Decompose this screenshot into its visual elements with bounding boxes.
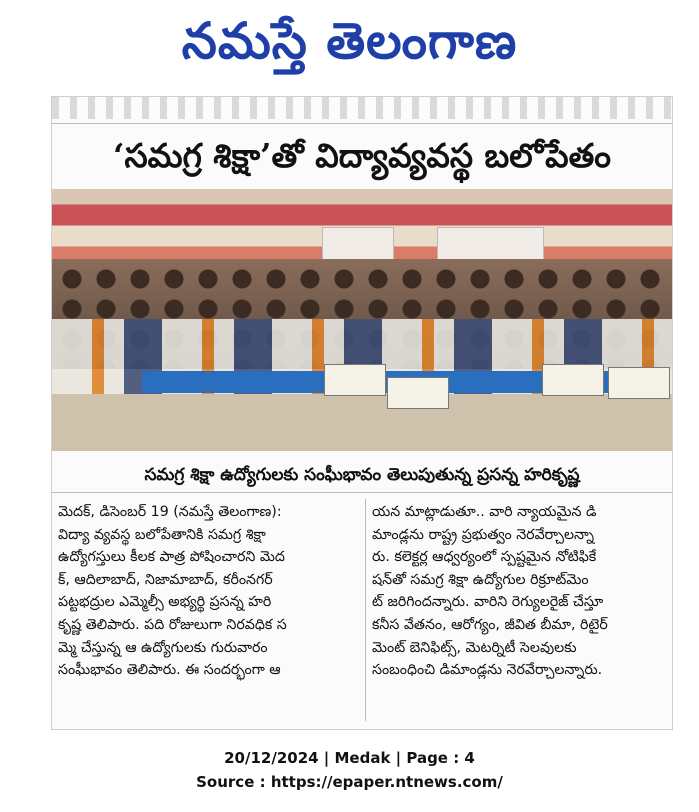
body-line: సంఘీభావం తెలిపారు. ఈ సందర్భంగా ఆ xyxy=(58,662,281,679)
masthead-logo: నమస్తే తెలంగాణ xyxy=(181,11,518,70)
body-line: మాండ్లను రాష్ట్ర ప్రభుత్వం నెరవేర్చాలన్నా xyxy=(372,526,594,543)
photo-placard xyxy=(608,367,670,399)
body-line: మెంట్ బెనిఫిట్స్, మెటర్నిటీ సెలవులకు xyxy=(372,639,577,656)
body-line: కనీస వేతనం, ఆరోగ్యం, జీవిత బీమా, రిటైర్ xyxy=(372,616,608,633)
body-line: విద్యా వ్యవస్థ బలోపేతానికి సమగ్ర శిక్షా xyxy=(58,526,266,543)
body-line: క్, ఆదిలాబాద్, నిజామాబాద్, కరీంనగర్ xyxy=(58,571,273,588)
footer-source-line: Source : https://epaper.ntnews.com/ xyxy=(196,773,503,791)
divider xyxy=(52,492,672,493)
body-line: సంబంధించి డిమాండ్లను నెరవేర్చాలన్నారు. xyxy=(372,662,603,679)
body-line: రు. కలెక్టర్ల ఆధ్వర్యంలో స్పష్టమైన నోటిఫికే xyxy=(372,549,597,566)
photo-placard xyxy=(324,364,386,396)
footer-date-line: 20/12/2024 | Medak | Page : 4 xyxy=(224,749,475,767)
body-line: మెదక్, డిసెంబర్ 19 (నమస్తే తెలంగాణ): xyxy=(58,504,282,520)
photo-caption: సమగ్ర శిక్షా ఉద్యోగులకు సంఘీభావం తెలుపుతున్న ప్రసన్న హరికృష్ణ xyxy=(144,465,580,485)
news-clipping xyxy=(51,96,673,730)
body-line: ట్ జరిగిందన్నారు. వారిని రెగ్యులరైజ్ చేస్తూ xyxy=(372,594,604,611)
article-headline: ‘సమగ్ర శిక్షా’తో విద్యావ్యవస్థ బలోపేతం xyxy=(113,136,611,175)
article-body-left xyxy=(58,501,358,723)
body-line: పట్టభద్రుల ఎమ్మెల్సీ అభ్యర్థి ప్రసన్న హరి xyxy=(58,594,272,611)
body-line: మ్మె చేస్తున్న ఆ ఉద్యోగులకు గురువారం xyxy=(58,639,268,656)
article-body-right xyxy=(372,501,672,723)
article-photo xyxy=(52,189,672,451)
photo-placard xyxy=(542,364,604,396)
previous-article-fragment xyxy=(52,97,672,119)
divider xyxy=(52,123,672,124)
body-line: కృష్ణ తెలిపారు. పది రోజులుగా నిరవధిక స xyxy=(58,616,287,633)
photo-ground xyxy=(52,394,672,451)
body-line: షన్‌తో సమగ్ర శిక్షా ఉద్యోగుల రిక్రూట్‌మెం xyxy=(372,571,589,588)
body-line: యన మాట్లాడుతూ.. వారి న్యాయమైన డి xyxy=(372,504,597,520)
photo-placard xyxy=(387,377,449,409)
column-divider xyxy=(365,499,366,721)
body-line: ఉద్యోగస్తులు కీలక పాత్ర పోషించారని మెద xyxy=(58,549,285,566)
